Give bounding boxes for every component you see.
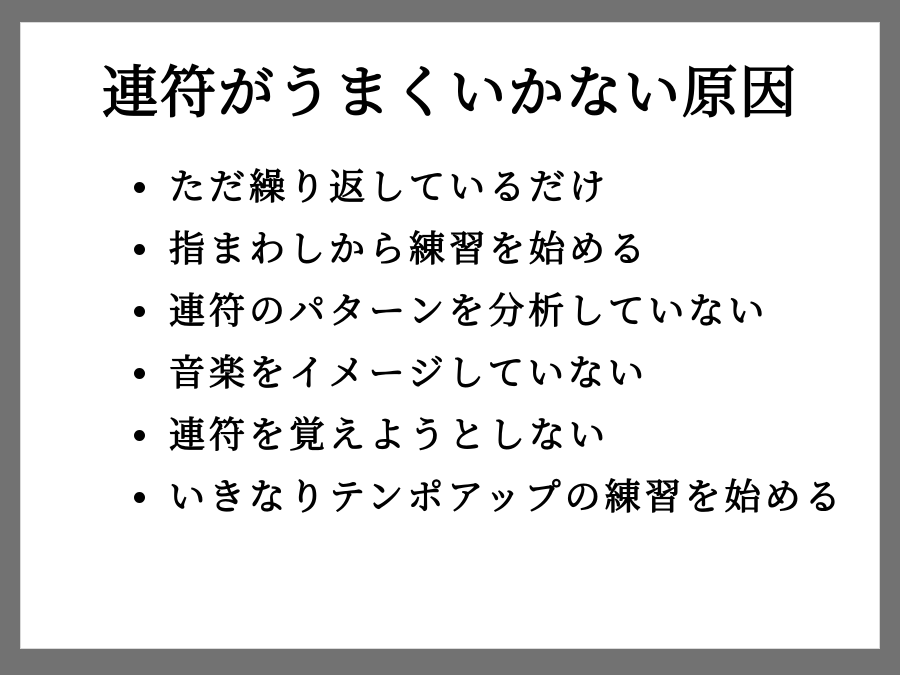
bullet-text: いきなりテンポアップの練習を始める <box>169 476 845 517</box>
bullet-text: 連符を覚えようとしない <box>169 414 610 455</box>
bullet-text: ただ繰り返しているだけ <box>169 166 610 207</box>
bullet-dot-icon <box>134 368 145 379</box>
bullet-text: 連符のパターンを分析していない <box>169 290 769 331</box>
bullet-text: 指まわしから練習を始める <box>169 228 650 269</box>
bullet-item <box>134 218 879 280</box>
bullet-item <box>134 404 879 466</box>
bullet-dot-icon <box>134 492 145 503</box>
slide-title: 連符がうまくいかない原因 <box>102 61 798 124</box>
bullet-dot-icon <box>134 306 145 317</box>
bullet-item <box>134 342 879 404</box>
bullet-item <box>134 280 879 342</box>
bullet-list <box>134 156 879 528</box>
bullet-dot-icon <box>134 430 145 441</box>
bullet-item <box>134 466 879 528</box>
bullet-text: 音楽をイメージしていない <box>169 352 648 393</box>
bullet-item <box>134 156 879 218</box>
bullet-dot-icon <box>134 182 145 193</box>
slide-card <box>20 22 880 649</box>
bullet-dot-icon <box>134 244 145 255</box>
